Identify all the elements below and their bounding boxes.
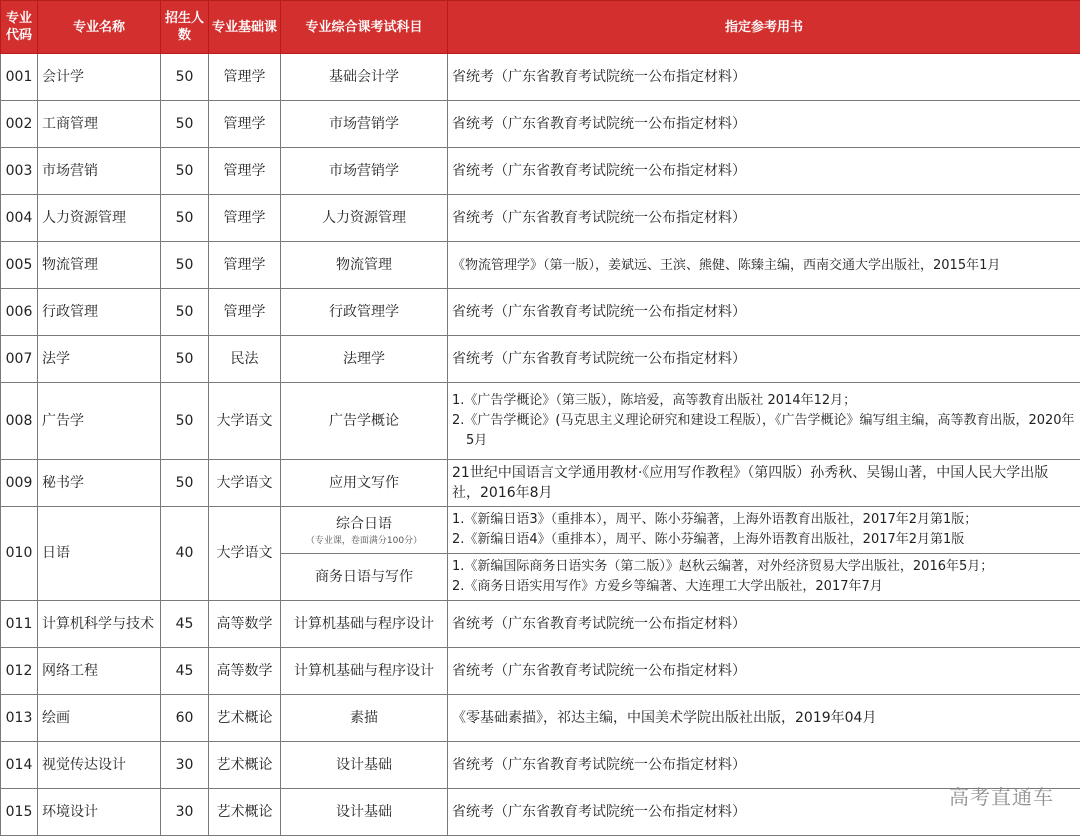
row-code: 014: [1, 742, 38, 789]
row-reference: [448, 554, 1080, 601]
row-reference: 《零基础素描》，祁达主编，中国美术学院出版社出版，2019年04月: [448, 695, 1080, 742]
row-subject: 物流管理: [281, 242, 448, 289]
table-row: [1, 601, 1080, 648]
row-base-course: 艺术概论: [209, 742, 281, 789]
row-subject: [281, 507, 448, 554]
row-code: 001: [1, 54, 38, 101]
row-quota: 50: [161, 336, 209, 383]
row-base-course: 艺术概论: [209, 695, 281, 742]
row-code: 003: [1, 148, 38, 195]
row-name: 计算机科学与技术: [38, 601, 161, 648]
row-code: 004: [1, 195, 38, 242]
row-reference: 21世纪中国语言文学通用教材·《应用写作教程》（第四版）孙秀秋、吴锡山著，中国人民大学出版社，2016年8月: [448, 460, 1080, 507]
row-base-course: 高等数学: [209, 601, 281, 648]
row-name: 日语: [38, 507, 161, 601]
row-subject: 法理学: [281, 336, 448, 383]
row-name: 物流管理: [38, 242, 161, 289]
row-base-course: 大学语文: [209, 460, 281, 507]
row-base-course: 管理学: [209, 289, 281, 336]
reference-line: 2.《新编日语4》（重排本），周平、陈小芬编著，上海外语教育出版社，2017年2月第1版: [452, 532, 965, 547]
row-reference: [448, 507, 1080, 554]
row-quota: 50: [161, 383, 209, 460]
row-base-course: 管理学: [209, 242, 281, 289]
row-subject: 基础会计学: [281, 54, 448, 101]
row-quota: 50: [161, 101, 209, 148]
row-reference: 省统考（广东省教育考试院统一公布指定材料）: [448, 54, 1080, 101]
subject-title: 综合日语: [336, 515, 392, 532]
row-base-course: 大学语文: [209, 507, 281, 601]
row-quota: 60: [161, 695, 209, 742]
row-code: 007: [1, 336, 38, 383]
row-reference: 省统考（广东省教育考试院统一公布指定材料）: [448, 336, 1080, 383]
row-quota: 50: [161, 460, 209, 507]
header-name: 专业名称: [38, 1, 161, 54]
row-quota: 50: [161, 289, 209, 336]
row-reference: 《物流管理学》（第一版），姜斌远、王滨、熊健、陈臻主编，西南交通大学出版社，2015年1月: [448, 242, 1080, 289]
row-quota: 50: [161, 54, 209, 101]
table-row: [1, 148, 1080, 195]
row-name: 视觉传达设计: [38, 742, 161, 789]
header-code: 专业代码: [1, 1, 38, 54]
row-base-course: 高等数学: [209, 648, 281, 695]
row-quota: 45: [161, 601, 209, 648]
row-reference: 省统考（广东省教育考试院统一公布指定材料）: [448, 648, 1080, 695]
row-code: 006: [1, 289, 38, 336]
row-base-course: 民法: [209, 336, 281, 383]
header-subject: 专业综合课考试科目: [281, 1, 448, 54]
row-code: 010: [1, 507, 38, 601]
row-base-course: 管理学: [209, 54, 281, 101]
row-reference: 省统考（广东省教育考试院统一公布指定材料）: [448, 601, 1080, 648]
header-quota: 招生人数: [161, 1, 209, 54]
row-code: 005: [1, 242, 38, 289]
reference-line: 2.《广告学概论》(马克思主义理论研究和建设工程版），《广告学概论》编写组主编，高等教育出版，2020年5月: [452, 413, 1075, 448]
row-name: 工商管理: [38, 101, 161, 148]
row-subject: 素描: [281, 695, 448, 742]
row-subject: 市场营销学: [281, 101, 448, 148]
row-name: 会计学: [38, 54, 161, 101]
header-base-course: 专业基础课: [209, 1, 281, 54]
row-reference: [448, 383, 1080, 460]
subject-note: （专业课，卷面满分100分）: [305, 535, 423, 546]
row-subject: 设计基础: [281, 742, 448, 789]
row-code: 009: [1, 460, 38, 507]
row-reference: 省统考（广东省教育考试院统一公布指定材料）: [448, 289, 1080, 336]
row-subject: 人力资源管理: [281, 195, 448, 242]
row-subject: 广告学概论: [281, 383, 448, 460]
table-row: [1, 460, 1080, 507]
row-quota: 50: [161, 195, 209, 242]
row-subject: 设计基础: [281, 789, 448, 836]
watermark: 高考直通车: [949, 785, 1054, 809]
table-row: [1, 383, 1080, 460]
reference-line: 1.《广告学概论》（第三版），陈培爱，高等教育出版社 2014年12月；: [452, 393, 857, 408]
row-quota: 40: [161, 507, 209, 601]
row-subject: 应用文写作: [281, 460, 448, 507]
row-base-course: 管理学: [209, 195, 281, 242]
row-code: 013: [1, 695, 38, 742]
table-row: [1, 507, 1080, 554]
row-code: 012: [1, 648, 38, 695]
row-reference: 省统考（广东省教育考试院统一公布指定材料）: [448, 195, 1080, 242]
row-reference: 省统考（广东省教育考试院统一公布指定材料）: [448, 148, 1080, 195]
row-subject: 市场营销学: [281, 148, 448, 195]
row-quota: 30: [161, 742, 209, 789]
header-reference-books: 指定参考用书: [448, 1, 1080, 54]
row-name: 法学: [38, 336, 161, 383]
table-row: [1, 695, 1080, 742]
table-row: [1, 648, 1080, 695]
reference-line: 1.《新编日语3》（重排本），周平、陈小芬编著，上海外语教育出版社，2017年2月第1版；: [452, 512, 978, 527]
table-row: [1, 195, 1080, 242]
row-code: 008: [1, 383, 38, 460]
row-base-course: 管理学: [209, 101, 281, 148]
row-name: 行政管理: [38, 289, 161, 336]
table-row: [1, 289, 1080, 336]
row-name: 秘书学: [38, 460, 161, 507]
row-reference: 省统考（广东省教育考试院统一公布指定材料）: [448, 101, 1080, 148]
reference-line: 2.《商务日语实用写作》方爱乡等编著、大连理工大学出版社，2017年7月: [452, 579, 883, 594]
row-name: 市场营销: [38, 148, 161, 195]
row-subject: 计算机基础与程序设计: [281, 648, 448, 695]
table-row: [1, 242, 1080, 289]
row-name: 人力资源管理: [38, 195, 161, 242]
row-code: 011: [1, 601, 38, 648]
row-subject: 计算机基础与程序设计: [281, 601, 448, 648]
table-row: [1, 742, 1080, 789]
row-quota: 50: [161, 148, 209, 195]
table-row: [1, 336, 1080, 383]
row-quota: 50: [161, 242, 209, 289]
row-name: 绘画: [38, 695, 161, 742]
row-reference: 省统考（广东省教育考试院统一公布指定材料）: [448, 789, 1080, 836]
row-code: 002: [1, 101, 38, 148]
row-subject: 行政管理学: [281, 289, 448, 336]
reference-line: 1.《新编国际商务日语实务（第二版）》赵秋云编著，对外经济贸易大学出版社，2016年5月；: [452, 559, 994, 574]
row-base-course: 大学语文: [209, 383, 281, 460]
table-header-row: [1, 1, 1080, 54]
row-name: 广告学: [38, 383, 161, 460]
row-code: 015: [1, 789, 38, 836]
table-row: [1, 789, 1080, 836]
row-base-course: 管理学: [209, 148, 281, 195]
row-subject: 商务日语与写作: [281, 554, 448, 601]
row-quota: 30: [161, 789, 209, 836]
row-quota: 45: [161, 648, 209, 695]
table-row: [1, 54, 1080, 101]
row-base-course: 艺术概论: [209, 789, 281, 836]
table-row: [1, 101, 1080, 148]
row-reference: 省统考（广东省教育考试院统一公布指定材料）: [448, 742, 1080, 789]
row-name: 环境设计: [38, 789, 161, 836]
row-name: 网络工程: [38, 648, 161, 695]
